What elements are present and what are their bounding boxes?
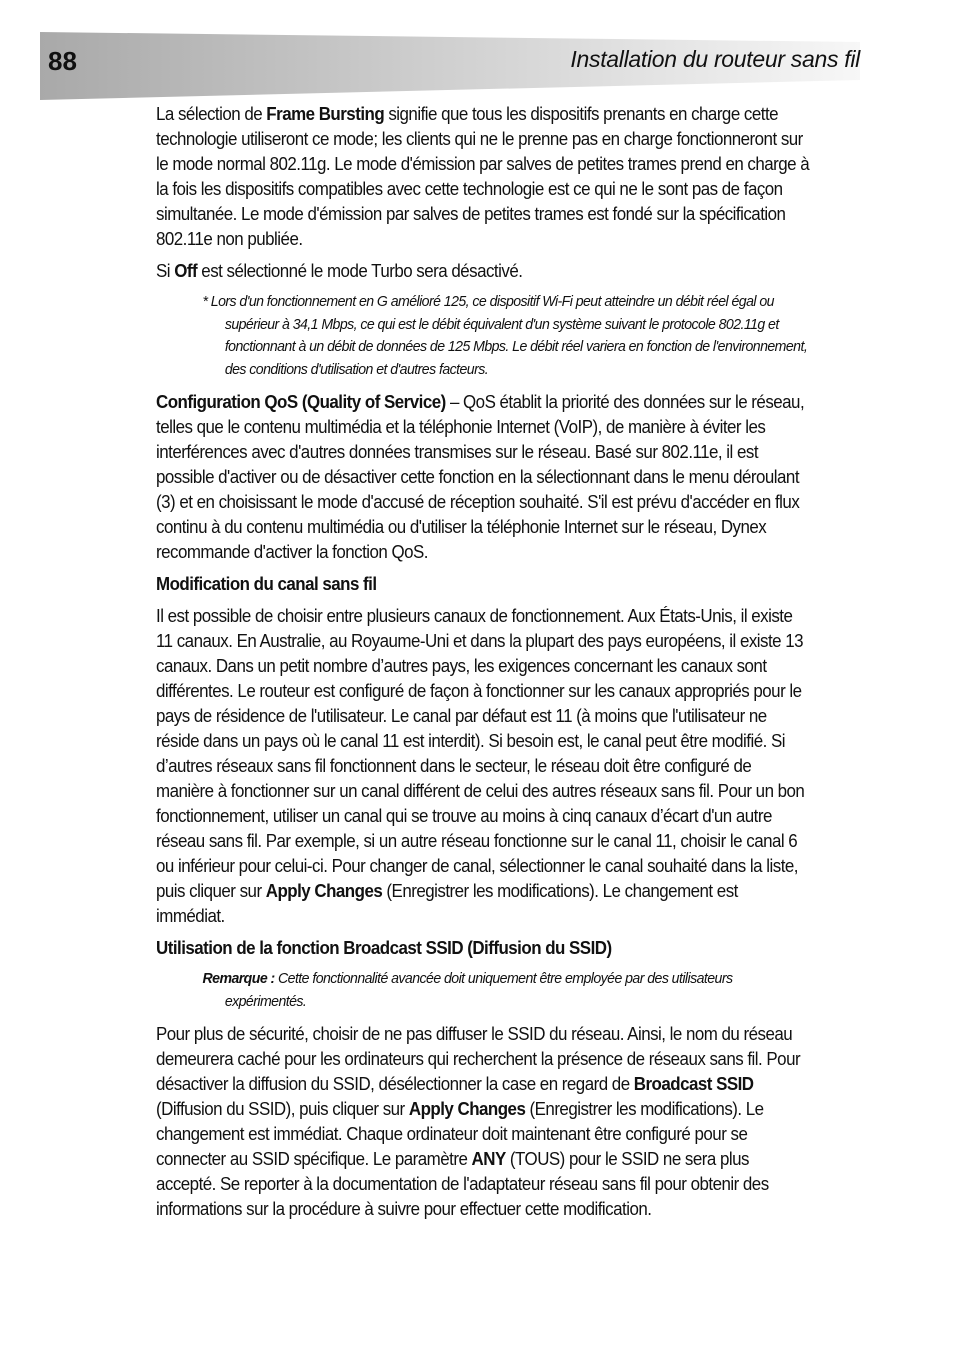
note-remark xyxy=(203,968,811,1013)
bold-term: Apply Changes xyxy=(408,1099,526,1119)
bold-term: Apply Changes xyxy=(265,881,383,901)
note-text: Cette fonctionnalité avancée doit uniquement être employée par des utilisateurs expérimentés. xyxy=(224,970,733,1010)
text-run: Pour plus de sécurité, choisir de ne pas diffuser le SSID du réseau. Ainsi, le nom du réseau demeurera caché pour les ordinateurs qui recherchent la présence de réseaux sans fil. Pour désactiver la diffusion du SSID, désélectionner la case en regard de xyxy=(156,1024,801,1094)
text-run: (Enregistrer les modifications). Le changement est immédiat. xyxy=(156,881,738,926)
text-run: La sélection de xyxy=(156,104,267,124)
paragraph-ssid xyxy=(156,1022,811,1222)
text-run: (TOUS) pour le SSID ne sera plus accepté. Se reporter à la documentation de l'adaptateur réseau sans fil pour obtenir des informations sur la procédure à suivre pour effectuer cette modification. xyxy=(156,1149,769,1219)
paragraph-channel xyxy=(156,604,811,929)
section-heading-channel: Modification du canal sans fil xyxy=(156,574,377,594)
text-run: est sélectionné le mode Turbo sera désactivé. xyxy=(197,261,523,281)
bold-term: Configuration QoS (Quality of Service) xyxy=(156,392,446,412)
paragraph-qos xyxy=(156,390,811,565)
text-run: Si xyxy=(156,261,175,281)
bold-term: Off xyxy=(174,261,198,281)
paragraph-off xyxy=(156,259,811,284)
text-run: (Enregistrer les modifications). Le changement est immédiat. Chaque ordinateur doit maintenant être configuré pour se connecter au SSID spécifique. Le paramètre xyxy=(156,1099,764,1169)
section-heading-broadcast-ssid: Utilisation de la fonction Broadcast SSID (Diffusion du SSID) xyxy=(156,938,612,958)
bold-term: ANY xyxy=(471,1149,506,1169)
footnote: * Lors d'un fonctionnement en G amélioré 125, ce dispositif Wi-Fi peut atteindre un débit réel égal ou supérieur à 34,1 Mbps, ce qui est le débit équivalent d'un système suivant le protocole 802.11g et fonctionnant à un débit de données de 125 Mbps. Le débit réel variera en fonction de l'environnement, des conditions d'utilisation et d'autres facteurs. xyxy=(202,293,808,378)
bold-term: Frame Bursting xyxy=(266,104,385,124)
paragraph-frame-bursting xyxy=(156,102,811,252)
bold-term: Broadcast SSID xyxy=(633,1074,754,1094)
text-run: (Diffusion du SSID), puis cliquer sur xyxy=(156,1099,409,1119)
page-header xyxy=(0,0,954,100)
note-label: Remarque : xyxy=(202,970,275,987)
running-title: Installation du routeur sans fil xyxy=(570,46,860,72)
text-run: – QoS établit la priorité des données sur le réseau, telles que le contenu multimédia et la téléphonie Internet (VoIP), de manière à éviter les interférences avec d'autres données transmises sur le réseau. Basé sur 802.11e, il est possible d'activer ou de désactiver cette fonction en la sélectionnant dans le menu déroulant (3) et en choisissant le mode d'accusé de réception souhaité. S'il est prévu d'accéder en flux continu à du contenu multimédia ou d'utiliser la téléphonie Internet sur le réseau, Dynex recommande d'activer la fonction QoS. xyxy=(156,392,805,562)
text-run: signifie que tous les dispositifs prenants en charge cette technologie utiliseront ce mode; les clients qui ne le prenne pas en charge fonctionneront sur le mode normal 802.11g. Le mode d'émission par salves de petites trames prend en charge à la fois les dispositifs compatibles avec cette technologie est ce qui ne le sont pas de façon simultanée. Le mode d'émission par salves de petites trames est fondé sur la spécification 802.11e non publiée. xyxy=(156,104,810,249)
text-run: Il est possible de choisir entre plusieurs canaux de fonctionnement. Aux États-Unis, il existe 11 canaux. En Australie, au Royaume-Uni et dans la plupart des pays européens, il existe 13 canaux. Dans un petit nombre d’autres pays, les exigences concernant les canaux sont différentes. Le routeur est configuré de façon à fonctionner sur les canaux appropriés pour le pays de résidence de l'utilisateur. Le canal par défaut est 11 (à moins que l'utilisateur ne réside dans un pays où le canal 11 est interdit). Si besoin est, le canal peut être modifié. Si d’autres réseaux sans fil fonctionnent dans le secteur, le réseau doit être configuré de manière à fonctionner sur un canal différent de celui des autres réseaux sans fil. Pour un bon fonctionnement, utiliser un canal qui se trouve au moins à cinq canaux d’écart d'un autre réseau sans fil. Par exemple, si un autre réseau fonctionne sur le canal 11, choisir le canal 6 ou inférieur pour celui-ci. Pour changer de canal, sélectionner le canal souhaité dans la liste, puis cliquer sur xyxy=(156,606,805,901)
page-number: 88 xyxy=(48,46,77,76)
body-text xyxy=(156,102,811,1229)
